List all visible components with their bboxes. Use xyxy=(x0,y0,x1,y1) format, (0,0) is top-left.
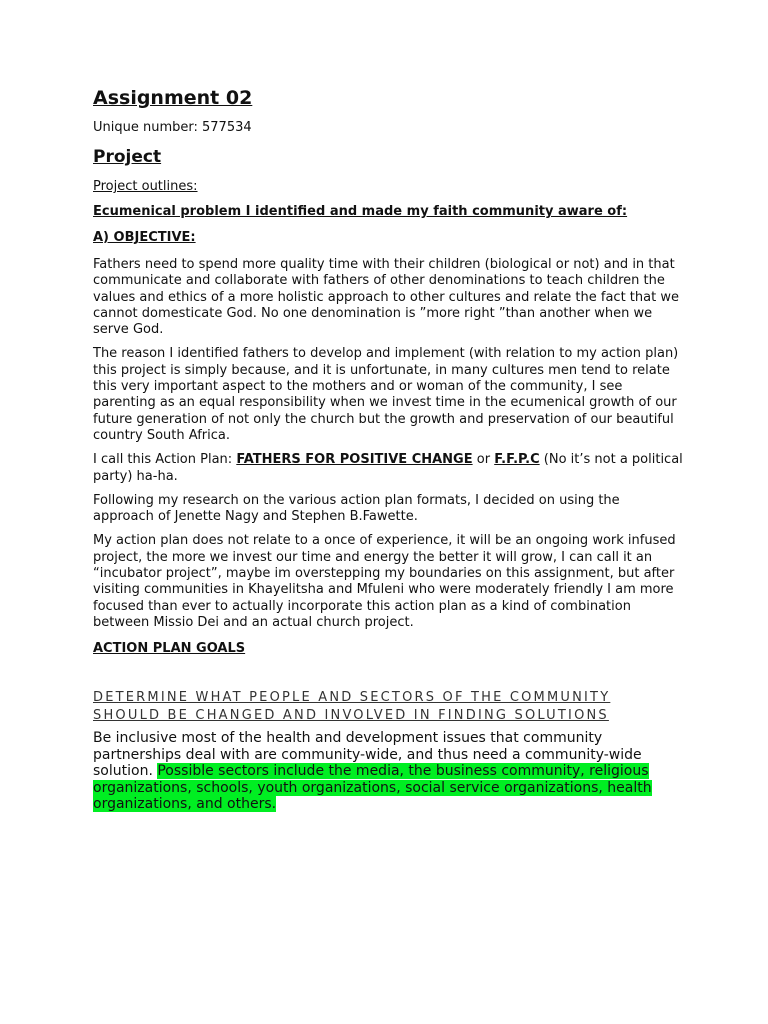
objective-paragraph: Fathers need to spend more quality time with their children (biological or not) and in that communicate and collaborate with fathers of other denominations to teach children the values and ethics of a more holistic approach to other cultures and relate the fact that we cannot domesticate God. No one denomination is ”more right ”than another when we serve God. xyxy=(93,257,679,338)
incubator-paragraph: My action plan does not relate to a once of experience, it will be an ongoing work infused project, the more we invest our time and energy the better it will grow, I can call it an “incubator project”, maybe im overstepping my boundaries on this assignment, but after visiting communities in Khayelitsha and Mfuleni who were moderately friendly I am more focused than ever to actually incorporate this action plan as a kind of combination between Missio Dei and an actual church project. xyxy=(93,533,676,630)
action-plan-name-paragraph xyxy=(93,452,683,485)
inclusive-paragraph xyxy=(93,730,673,813)
research-paragraph: Following my research on the various action plan formats, I decided on using the approach of Jenette Nagy and Stephen B.Fawette. xyxy=(93,492,620,525)
ecumenical-problem-heading: Ecumenical problem I identified and made my faith community aware of: xyxy=(93,204,628,219)
plan-name: FATHERS FOR POSITIVE CHANGE xyxy=(236,452,473,468)
plan-name-suffix: (No it’s not a political party) ha-ha. xyxy=(93,452,683,484)
reason-paragraph: The reason I identified fathers to develop and implement (with relation to my action plan) this project is simply because, and it is unfortunate, in many cultures men tend to relate this very important aspect to the mothers and or woman of the community, I see parenting as an equal responsibility when we invest time in the ecumenical growth of our future generation of not only the church but the growth and preservation of our beautiful country South Africa. xyxy=(93,346,679,443)
document-page xyxy=(93,84,683,813)
highlighted-sectors-text: Possible sectors include the media, the business community, religious organizations, schools, youth organizations, social service organizations, health organizations, and others. xyxy=(93,763,652,813)
action-plan-goals-heading: ACTION PLAN GOALS xyxy=(93,641,246,657)
project-outlines-label: Project outlines: xyxy=(93,179,198,194)
project-heading: Project xyxy=(93,147,162,167)
plan-abbreviation: F.F.P.C xyxy=(494,452,540,468)
plan-name-or: or xyxy=(472,452,495,468)
determine-sectors-heading: DETERMINE WHAT PEOPLE AND SECTORS OF THE COMMUNITY SHOULD BE CHANGED AND INVOLVED IN FINDING SOLUTIONS xyxy=(93,690,611,723)
plan-name-prefix: I call this Action Plan: xyxy=(93,452,237,468)
unique-number: Unique number: 577534 xyxy=(93,120,252,135)
inclusive-text: Be inclusive most of the health and development issues that community partnerships deal with are community-wide, and thus need a community-wide solution. xyxy=(93,730,642,780)
assignment-title: Assignment 02 xyxy=(93,87,253,109)
objective-heading: A) OBJECTIVE: xyxy=(93,230,196,245)
